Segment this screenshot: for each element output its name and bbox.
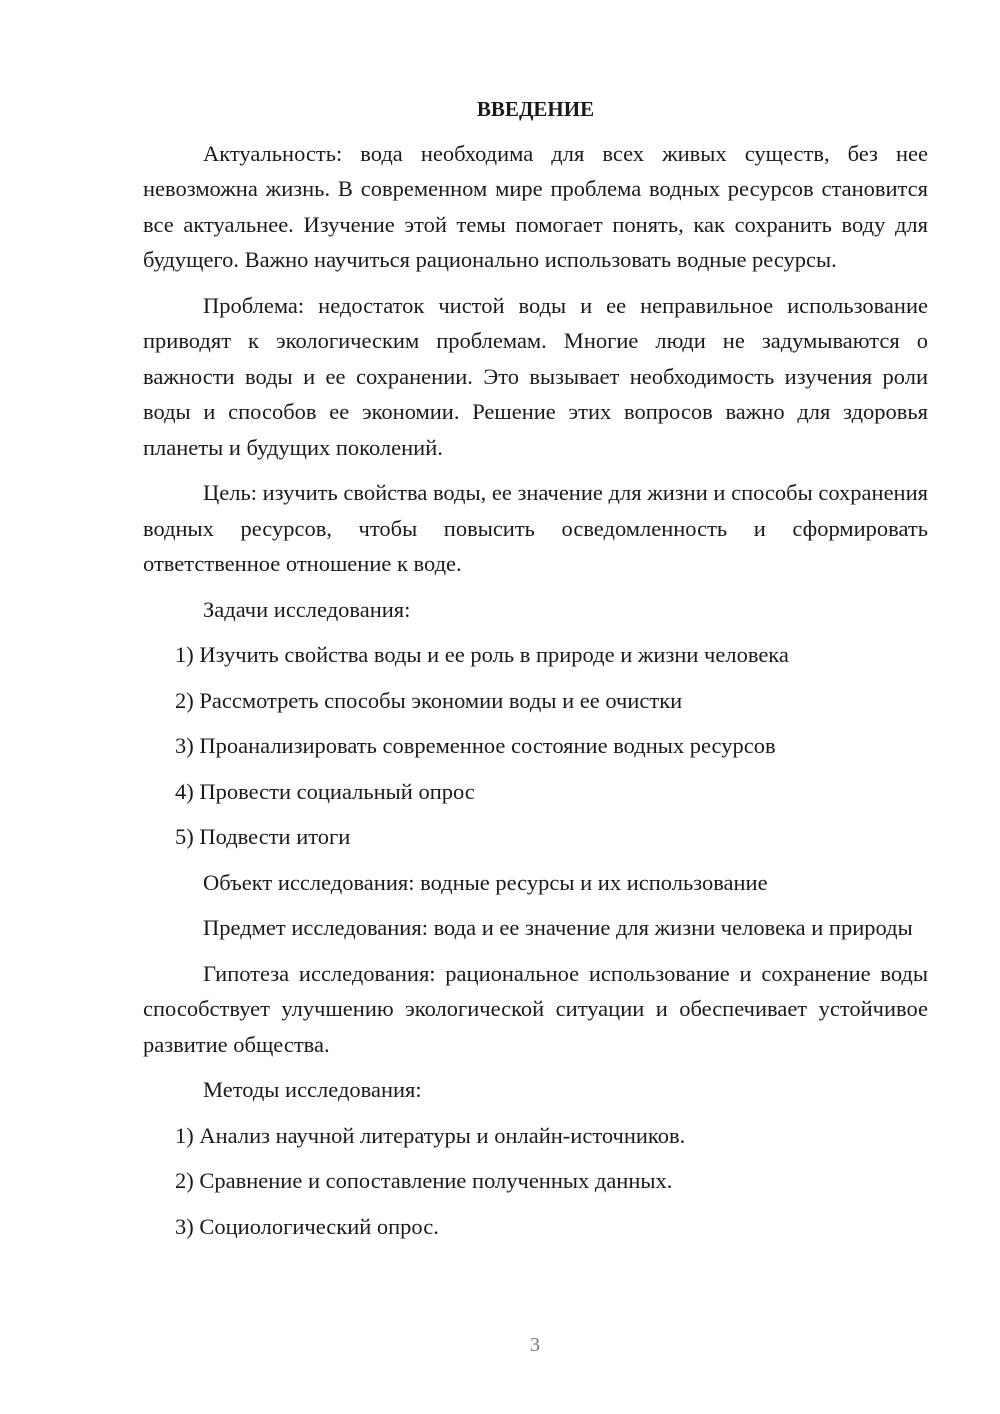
problem-paragraph: Проблема: недостаток чистой воды и ее неправильное использование приводят к экологическим проблемам. Многие люди не задумываются о важности воды и ее сохранении. Это вызывает необходимость изучения роли воды и способов ее экономии. Решение этих вопросов важно для здоровья планеты и будущих поколений. <box>143 292 928 460</box>
list-item: 2) Сравнение и сопоставление полученных данных. <box>175 1168 673 1193</box>
methods-list <box>143 1118 928 1245</box>
relevance-paragraph: Актуальность: вода необходима для всех живых существ, без нее невозможна жизнь. В современном мире проблема водных ресурсов становится все актуальнее. Изучение этой темы помогает понять, как сохранить воду для будущего. Важно научиться рационально использовать водные ресурсы. <box>143 140 928 272</box>
list-item: 4) Провести социальный опрос <box>175 778 475 804</box>
tasks-list <box>143 637 928 855</box>
document-page <box>143 92 928 1254</box>
list-item: 1) Анализ научной литературы и онлайн-источников. <box>175 1122 686 1148</box>
list-item: 3) Проанализировать современное состояние водных ресурсов <box>175 733 776 758</box>
goal-paragraph: Цель: изучить свойства воды, ее значение для жизни и способы сохранения водных ресурсов, чтобы повысить осведомленность и сформировать ответственное отношение к воде. <box>143 480 928 576</box>
list-item: 1) Изучить свойства воды и ее роль в природе и жизни человека <box>175 642 789 667</box>
page-number: 3 <box>530 1334 540 1356</box>
list-item: 5) Подвести итоги <box>175 824 351 849</box>
object-paragraph: Объект исследования: водные ресурсы и их использование <box>203 869 768 895</box>
subject-paragraph: Предмет исследования: вода и ее значение для жизни человека и природы <box>203 915 913 940</box>
tasks-heading: Задачи исследования: <box>203 596 411 622</box>
list-item: 2) Рассмотреть способы экономии воды и ее очистки <box>175 687 683 713</box>
page-title: ВВЕДЕНИЕ <box>476 97 595 121</box>
list-item: 3) Социологический опрос. <box>175 1213 439 1239</box>
hypothesis-paragraph: Гипотеза исследования: рациональное использование и сохранение воды способствует улучшению экологической ситуации и обеспечивает устойчивое развитие общества. <box>143 960 928 1057</box>
methods-heading: Методы исследования: <box>203 1077 422 1102</box>
